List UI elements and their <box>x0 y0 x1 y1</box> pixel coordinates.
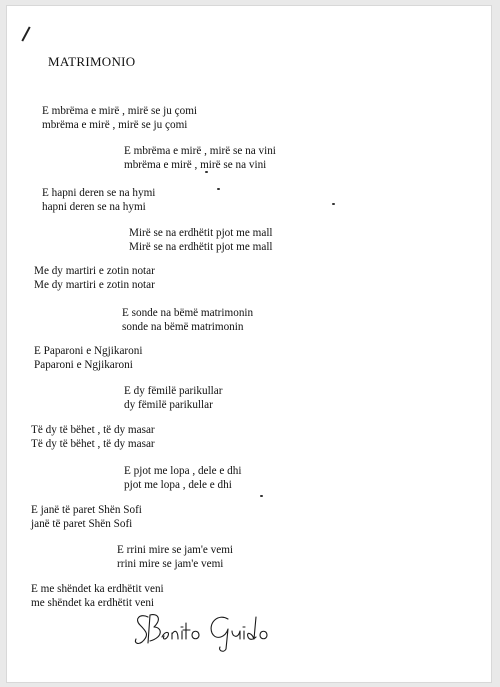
scan-speck <box>332 203 335 205</box>
stanza-11 <box>31 503 142 531</box>
poem-line: E hapni deren se na hymi <box>42 187 156 199</box>
scan-speck <box>217 188 220 190</box>
poem-line: E me shëndet ka erdhëtit veni <box>31 583 164 595</box>
stanza-6 <box>122 306 253 334</box>
scan-speck <box>260 495 263 497</box>
poem-line: E mbrëma e mirë , mirë se na vini <box>124 145 276 157</box>
poem-line: E dy fëmilë parikullar <box>124 385 223 397</box>
poem-line: Të dy të bëhet , të dy masar <box>31 438 155 450</box>
poem-line: Me dy martiri e zotin notar <box>34 265 155 277</box>
poem-line: mbrëma e mirë , mirë se ju çomi <box>42 119 188 131</box>
stanza-13 <box>31 582 164 610</box>
poem-title: MATRIMONIO <box>48 54 136 69</box>
poem-line: Mirë se na erdhëtit pjot me mall <box>129 227 273 239</box>
poem-line: E janë të paret Shën Sofi <box>31 504 142 516</box>
stanza-9 <box>31 423 155 451</box>
poem-line: sonde na bëmë matrimonin <box>122 321 244 333</box>
stanza-5 <box>34 264 155 292</box>
poem-line: E pjot me lopa , dele e dhi <box>124 465 242 477</box>
stanza-4 <box>129 226 273 254</box>
stanza-7 <box>34 344 142 372</box>
handwritten-signature <box>132 609 282 653</box>
poem-line: me shëndet ka erdhëtit veni <box>31 597 155 609</box>
stanza-8 <box>124 384 222 412</box>
stanza-12 <box>117 543 233 571</box>
pen-mark <box>21 26 30 41</box>
poem-line: E mbrëma e mirë , mirë se ju çomi <box>42 105 198 117</box>
poem-line: rrini mire se jam'e vemi <box>117 558 224 570</box>
document-page <box>7 6 491 682</box>
poem-line: janë të paret Shën Sofi <box>31 518 133 530</box>
poem-line: Mirë se na erdhëtit pjot me mall <box>129 241 273 253</box>
stanza-2 <box>124 144 276 172</box>
poem-line: E sonde na bëmë matrimonin <box>122 307 254 319</box>
poem-line: mbrëma e mirë , mirë se na vini <box>124 159 267 171</box>
poem-line: Paparoni e Ngjikaroni <box>34 359 133 371</box>
poem-line: E Paparoni e Ngjikaroni <box>34 345 143 357</box>
poem-line: dy fëmilë parikullar <box>124 399 213 411</box>
poem-line: hapni deren se na hymi <box>42 201 146 213</box>
stanza-1 <box>42 104 197 132</box>
poem-line: pjot me lopa , dele e dhi <box>124 479 232 491</box>
poem-line: E rrini mire se jam'e vemi <box>117 544 234 556</box>
stanza-10 <box>124 464 241 492</box>
poem-line: Të dy të bëhet , të dy masar <box>31 424 155 436</box>
poem-line: Me dy martiri e zotin notar <box>34 279 155 291</box>
scan-speck <box>205 171 208 173</box>
stanza-3 <box>42 186 155 214</box>
